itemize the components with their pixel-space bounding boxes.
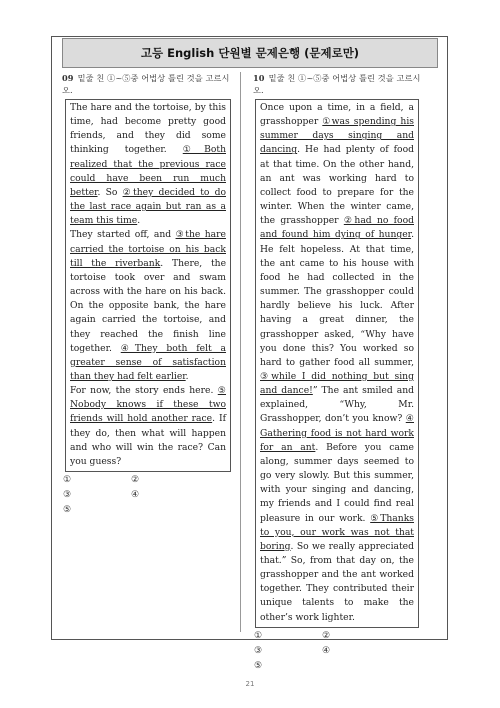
passage-text: . So (97, 186, 123, 198)
passage-text: . He felt hopeless. At that time, the ant came to his house with food he had collected in the summer. The grasshopper could hardly believe his luck. After having a great dinner, the grasshopper asked, “Why have you done this? You worked so hard to gather food all summer, (260, 229, 414, 368)
question-number: 10 (253, 73, 265, 83)
passage-text: . If they do, then what will happen and who will win the race? Can you guess? (70, 413, 226, 467)
passage-text: . So we really appreciated that.” So, from that day on, the grasshopper and the ant worked together. They contributed their unique talents to make the other’s work lighter. (260, 540, 414, 623)
underlined-option-5: ⑤Thanks to you, our work was not that boring (260, 512, 414, 552)
passage-box (255, 99, 419, 628)
answer-choices (63, 475, 240, 516)
passage-paragraph (70, 101, 226, 228)
passage-text: . There, the tortoise took over and swam across with the hare on his back. On the opposite bank, the hare again carried the tortoise, and they reached the finish line together. (70, 257, 227, 354)
choice-2[interactable]: ② (131, 475, 140, 486)
question-instruction: 밑줄 친 ①~⑤중 어법상 틀린 것을 고르시오. (253, 73, 421, 95)
underlined-option-2: ②had no food and found him dying of hunger (260, 215, 414, 241)
underlined-option-4: ④ Gathering food is not hard work for an ant (260, 413, 414, 453)
choice-1[interactable]: ① (63, 475, 72, 486)
underlined-option-1: ①Both realized that the previous race could have been run much better (70, 144, 226, 198)
choice-4[interactable]: ④ (131, 490, 140, 501)
page-number: 21 (245, 680, 255, 688)
underlined-option-2: ②they decided to do the last race again but ran as a team this time (70, 186, 226, 227)
passage-text: . (137, 215, 141, 227)
passage-text: . Before you came along, summer days seemed to go very slowly. But this summer, with your singing and dancing, my friends and I could find real pleasure in our work. (260, 441, 414, 524)
question-prompt (253, 72, 431, 96)
passage-text: . (185, 370, 189, 382)
question-09 (62, 72, 240, 516)
underlined-option-3: ③the hare carried the tortoise on his back till the riverbank (70, 229, 226, 269)
passage-text: ” The ant smiled and explained, “Why, Mr. Grasshopper, don’t you know? (260, 385, 414, 425)
question-instruction: 밑줄 친 ①~⑤중 어법상 틀린 것을 고르시오. (62, 73, 230, 95)
column-divider (240, 72, 241, 632)
passage-paragraph (70, 228, 226, 384)
passage-text: . He had plenty of food at that time. On the other hand, an ant was working hard to collect food to prepare for the winter. When the winter came, the grasshopper (260, 144, 414, 227)
choice-3[interactable]: ③ (63, 490, 72, 501)
page-header (62, 38, 438, 68)
underlined-option-1: ①was spending his summer days singing and dancing (260, 116, 414, 156)
answer-choices (254, 631, 431, 672)
question-10 (253, 72, 431, 672)
passage-paragraph (70, 384, 226, 469)
choice-3[interactable]: ③ (254, 645, 263, 656)
choice-1[interactable]: ① (254, 630, 263, 641)
choice-2[interactable]: ② (322, 630, 331, 641)
choice-5[interactable]: ⑤ (63, 505, 72, 516)
choice-5[interactable]: ⑤ (254, 660, 263, 671)
question-number: 09 (62, 73, 74, 83)
page-title: 고등 English 단원별 문제은행 (문제로만) (140, 46, 360, 60)
choice-4[interactable]: ④ (322, 645, 331, 656)
passage-text: They started off, and (70, 229, 176, 241)
passage-box (65, 99, 231, 472)
passage-text: For now, the story ends here. (70, 385, 218, 397)
passage-paragraph (260, 101, 414, 625)
underlined-option-4: ④They both felt a greater sense of satisfaction than they had felt earlier (70, 342, 227, 382)
underlined-option-3: ③while I did nothing but sing and dance! (260, 370, 414, 397)
passage-text: The hare and the tortoise, by this time, had become pretty good friends, and they did some thinking together. (70, 102, 226, 156)
question-prompt (62, 72, 240, 96)
underlined-option-5: ⑤ Nobody knows if these two friends will hold another race (70, 385, 226, 425)
passage-text: Once upon a time, in a field, a grasshopper (260, 102, 414, 128)
